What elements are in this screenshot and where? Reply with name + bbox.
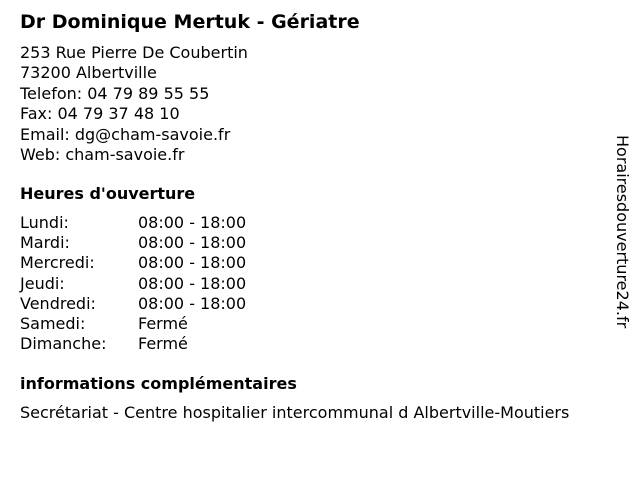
day-label: Mardi:: [20, 233, 70, 253]
website: Web: cham-savoie.fr: [20, 144, 185, 164]
day-label: Jeudi:: [20, 273, 65, 293]
hours-value: 08:00 - 18:00: [138, 253, 247, 273]
day-label: Samedi:: [20, 313, 86, 333]
email-address: Email: dg@cham-savoie.fr: [20, 124, 231, 144]
day-label: Lundi:: [20, 213, 69, 232]
day-label: Vendredi:: [20, 293, 96, 313]
day-label: Mercredi:: [20, 253, 95, 273]
additional-info-text: Secrétariat - Centre hospitalier intercommunal d Albertville-Moutiers: [20, 403, 570, 422]
site-watermark: Horairesdouverture24.fr: [613, 135, 632, 329]
hours-value: 08:00 - 18:00: [138, 273, 247, 293]
address-street: 253 Rue Pierre De Coubertin: [20, 43, 248, 62]
hours-value: Fermé: [138, 313, 188, 333]
hours-value: 08:00 - 18:00: [138, 233, 247, 253]
page-title: Dr Dominique Mertuk - Gériatre: [20, 11, 360, 33]
fax-number: Fax: 04 79 37 48 10: [20, 104, 180, 124]
day-label: Dimanche:: [20, 334, 107, 354]
contact-block: [20, 43, 248, 165]
opening-hours-heading: Heures d'ouverture: [20, 184, 196, 203]
hours-value: 08:00 - 18:00: [138, 213, 247, 232]
phone-number: Telefon: 04 79 89 55 55: [20, 83, 210, 103]
hours-value: Fermé: [138, 334, 188, 354]
address-city: 73200 Albertville: [20, 63, 157, 83]
hours-value: 08:00 - 18:00: [138, 293, 247, 313]
additional-info-heading: informations complémentaires: [20, 374, 297, 393]
